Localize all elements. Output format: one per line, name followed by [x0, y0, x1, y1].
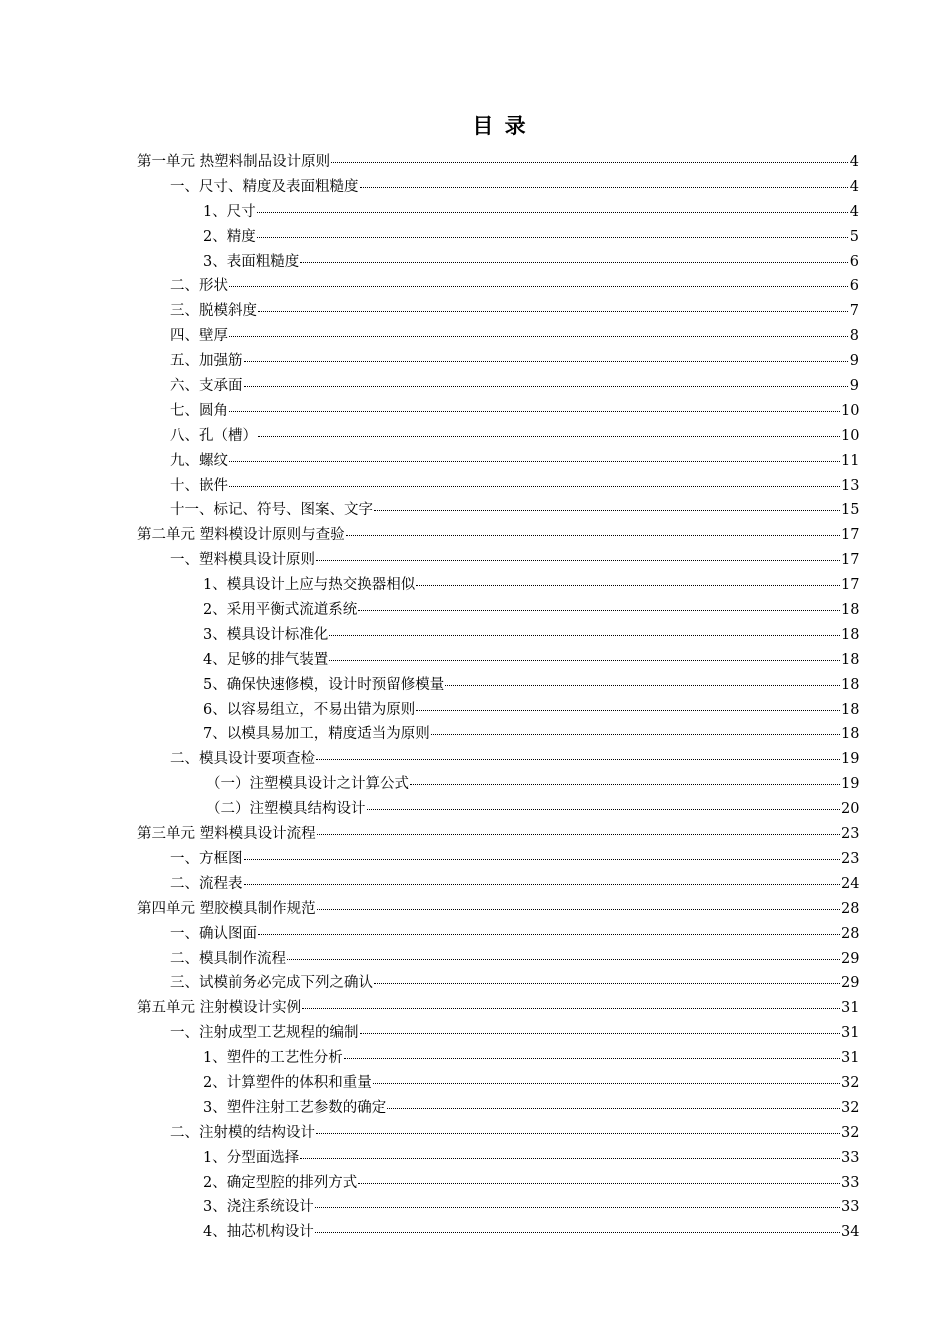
toc-entry[interactable]	[0, 349, 950, 374]
dot-leader	[329, 659, 840, 661]
toc-entry-page-number: 18	[841, 626, 860, 643]
toc-entry[interactable]	[0, 897, 950, 922]
toc-entry-title: 四、壁厚	[170, 328, 228, 345]
dot-leader	[258, 933, 840, 935]
toc-entry-page-number: 18	[841, 726, 860, 743]
toc-entry-page-number: 31	[841, 1050, 860, 1067]
toc-entry-page-number: 4	[849, 178, 859, 195]
toc-entry-title: （二）注塑模具结构设计	[206, 801, 366, 818]
toc-entry-page-number: 17	[841, 527, 860, 544]
toc-entry-page-number: 15	[841, 502, 860, 519]
toc-entry-title: 7、以模具易加工，精度适当为原则	[203, 726, 430, 743]
toc-entry-title: 一、尺寸、精度及表面粗糙度	[170, 178, 359, 195]
toc-entry-title: 十、嵌件	[170, 477, 228, 494]
toc-entry[interactable]	[0, 872, 950, 897]
toc-entry[interactable]	[0, 250, 950, 275]
toc-entry-page-number: 29	[841, 950, 860, 967]
toc-entry[interactable]	[0, 274, 950, 299]
toc-entry-title: 2、计算塑件的体积和重量	[203, 1074, 372, 1091]
toc-entry[interactable]	[0, 996, 950, 1021]
toc-entry[interactable]	[0, 424, 950, 449]
dot-leader	[410, 783, 840, 785]
toc-entry[interactable]	[0, 1121, 950, 1146]
toc-entry-page-number: 28	[841, 900, 860, 917]
toc-entry-page-number: 18	[841, 651, 860, 668]
toc-entry[interactable]	[0, 648, 950, 673]
dot-leader	[358, 609, 840, 611]
toc-entry[interactable]	[0, 1046, 950, 1071]
toc-entry[interactable]	[0, 573, 950, 598]
toc-entry-title: 1、分型面选择	[203, 1149, 300, 1166]
toc-entry-title: 5、确保快速修模，设计时预留修模量	[203, 676, 445, 693]
toc-entry-title: 第二单元 塑料模设计原则与查验	[137, 527, 345, 544]
toc-entry-page-number: 18	[841, 676, 860, 693]
toc-entry[interactable]	[0, 822, 950, 847]
toc-entry[interactable]	[0, 1220, 950, 1245]
toc-entry-page-number: 17	[841, 577, 860, 594]
toc-entry-page-number: 4	[849, 154, 859, 170]
toc-entry-page-number: 29	[841, 975, 860, 992]
dot-leader	[315, 1231, 840, 1233]
dot-leader	[229, 335, 848, 337]
toc-entry-title: 3、模具设计标准化	[203, 626, 329, 643]
toc-entry[interactable]	[0, 324, 950, 349]
toc-entry[interactable]	[0, 673, 950, 698]
toc-entry-page-number: 31	[841, 1025, 860, 1042]
toc-entry-title: （一）注塑模具设计之计算公式	[206, 776, 409, 793]
toc-entry[interactable]	[0, 1021, 950, 1046]
toc-entry[interactable]	[0, 374, 950, 399]
toc-entry-title: 二、模具制作流程	[170, 950, 286, 967]
toc-entry-title: 3、塑件注射工艺参数的确定	[203, 1099, 387, 1116]
dot-leader	[258, 310, 848, 312]
dot-leader	[374, 509, 840, 511]
toc-entry[interactable]	[0, 772, 950, 797]
toc-entry[interactable]	[0, 947, 950, 972]
dot-leader	[431, 733, 840, 735]
toc-entry[interactable]	[0, 150, 950, 175]
toc-entry-page-number: 5	[849, 228, 859, 245]
toc-entry[interactable]	[0, 1195, 950, 1220]
toc-entry[interactable]	[0, 722, 950, 747]
toc-entry-page-number: 18	[841, 602, 860, 619]
toc-entry-title: 三、脱模斜度	[170, 303, 257, 320]
toc-entry-page-number: 33	[841, 1199, 860, 1216]
dot-leader	[367, 808, 841, 810]
toc-entry[interactable]	[0, 548, 950, 573]
toc-entry[interactable]	[0, 598, 950, 623]
toc-entry-title: 1、尺寸	[203, 203, 256, 220]
dot-leader	[302, 1007, 840, 1009]
toc-entry[interactable]	[0, 498, 950, 523]
dot-leader	[374, 982, 840, 984]
dot-leader	[300, 261, 848, 263]
toc-entry-title: 一、塑料模具设计原则	[170, 552, 315, 569]
toc-entry-title: 八、孔（槽）	[170, 427, 257, 444]
toc-entry-page-number: 10	[841, 402, 860, 419]
toc-entry-title: 二、流程表	[170, 875, 243, 892]
dot-leader	[346, 534, 840, 536]
dot-leader	[360, 1032, 841, 1034]
toc-entry-page-number: 10	[841, 427, 860, 444]
dot-leader	[257, 236, 848, 238]
page-title: 目 录	[472, 113, 528, 138]
dot-leader	[316, 1132, 840, 1134]
toc-entry-title: 五、加强筋	[170, 353, 243, 370]
dot-leader	[387, 1107, 840, 1109]
dot-leader	[360, 186, 849, 188]
dot-leader	[373, 1082, 840, 1084]
toc-entry-page-number: 20	[841, 801, 860, 818]
toc-entry[interactable]	[0, 225, 950, 250]
dot-leader	[317, 833, 840, 835]
toc-entry-title: 一、注射成型工艺规程的编制	[170, 1025, 359, 1042]
toc-entry-page-number: 24	[841, 875, 860, 892]
dot-leader	[229, 410, 840, 412]
toc-entry-title: 二、模具设计要项查检	[170, 751, 315, 768]
dot-leader	[331, 161, 848, 163]
toc-entry[interactable]	[0, 449, 950, 474]
toc-entry-title: 二、形状	[170, 278, 228, 295]
dot-leader	[316, 758, 840, 760]
toc-entry-page-number: 31	[841, 1000, 860, 1017]
toc-entry-page-number: 23	[841, 826, 860, 843]
toc-entry[interactable]	[0, 399, 950, 424]
dot-leader	[416, 709, 840, 711]
toc-entry-title: 第四单元 塑胶模具制作规范	[137, 900, 316, 917]
toc-entry[interactable]	[0, 523, 950, 548]
toc-entry-title: 九、螺纹	[170, 452, 228, 469]
toc-entry-page-number: 33	[841, 1174, 860, 1191]
toc-entry-title: 六、支承面	[170, 378, 243, 395]
toc-entry[interactable]	[0, 299, 950, 324]
dot-leader	[229, 285, 848, 287]
dot-leader	[244, 385, 849, 387]
toc-entry-page-number: 32	[841, 1124, 860, 1141]
toc-entry-title: 2、采用平衡式流道系统	[203, 602, 358, 619]
toc-entry-page-number: 6	[849, 253, 859, 270]
toc-entry[interactable]	[0, 474, 950, 499]
dot-leader	[329, 634, 840, 636]
table-of-contents	[0, 150, 950, 1245]
toc-entry-page-number: 28	[841, 925, 860, 942]
toc-entry-page-number: 32	[841, 1099, 860, 1116]
toc-entry[interactable]	[0, 797, 950, 822]
toc-entry-page-number: 4	[849, 203, 859, 220]
toc-entry[interactable]	[0, 1071, 950, 1096]
toc-entry[interactable]	[0, 175, 950, 200]
dot-leader	[244, 360, 849, 362]
toc-entry[interactable]	[0, 1146, 950, 1171]
dot-leader	[244, 883, 841, 885]
dot-leader	[358, 1182, 840, 1184]
dot-leader	[244, 858, 841, 860]
toc-entry-page-number: 23	[841, 850, 860, 867]
toc-entry[interactable]	[0, 698, 950, 723]
toc-entry-title: 4、足够的排气装置	[203, 651, 329, 668]
toc-entry-title: 一、方框图	[170, 850, 243, 867]
toc-entry-page-number: 13	[841, 477, 860, 494]
toc-entry-title: 2、确定型腔的排列方式	[203, 1174, 358, 1191]
toc-entry[interactable]	[0, 1171, 950, 1196]
dot-leader	[258, 435, 840, 437]
toc-entry-title: 1、模具设计上应与热交换器相似	[203, 577, 416, 594]
dot-leader	[229, 460, 840, 462]
toc-entry-title: 一、确认图面	[170, 925, 257, 942]
toc-entry-page-number: 8	[849, 328, 859, 345]
toc-entry-title: 二、注射模的结构设计	[170, 1124, 315, 1141]
toc-entry[interactable]	[0, 623, 950, 648]
toc-entry-page-number: 17	[841, 552, 860, 569]
dot-leader	[229, 485, 840, 487]
toc-entry-title: 三、试模前务必完成下列之确认	[170, 975, 373, 992]
toc-entry-title: 第三单元 塑料模具设计流程	[137, 826, 316, 843]
toc-entry-page-number: 34	[841, 1224, 860, 1241]
toc-entry-title: 十一、标记、符号、图案、文字	[170, 502, 373, 519]
dot-leader	[287, 958, 840, 960]
toc-entry-title: 2、精度	[203, 228, 256, 245]
dot-leader	[300, 1157, 840, 1159]
dot-leader	[316, 559, 840, 561]
dot-leader	[315, 1206, 840, 1208]
toc-entry-title: 第五单元 注射模设计实例	[137, 1000, 302, 1017]
toc-entry-page-number: 11	[841, 452, 860, 469]
toc-entry[interactable]	[0, 200, 950, 225]
dot-leader	[257, 211, 848, 213]
toc-entry[interactable]	[0, 922, 950, 947]
toc-entry-title: 1、塑件的工艺性分析	[203, 1050, 343, 1067]
toc-entry-page-number: 33	[841, 1149, 860, 1166]
toc-entry-title: 3、浇注系统设计	[203, 1199, 314, 1216]
dot-leader	[416, 584, 840, 586]
toc-entry[interactable]	[0, 847, 950, 872]
dot-leader	[344, 1057, 840, 1059]
dot-leader	[445, 684, 840, 686]
dot-leader	[317, 908, 840, 910]
toc-entry-page-number: 7	[849, 303, 859, 320]
toc-entry-page-number: 19	[841, 776, 860, 793]
toc-entry-page-number: 18	[841, 701, 860, 718]
toc-entry-page-number: 32	[841, 1074, 860, 1091]
toc-entry-title: 3、表面粗糙度	[203, 253, 300, 270]
toc-entry-title: 6、以容易组立，不易出错为原则	[203, 701, 416, 718]
toc-entry-page-number: 6	[849, 278, 859, 295]
toc-entry[interactable]	[0, 747, 950, 772]
toc-entry-page-number: 9	[849, 353, 859, 370]
toc-entry-title: 七、圆角	[170, 402, 228, 419]
toc-entry-title: 第一单元 热塑料制品设计原则	[137, 154, 331, 170]
toc-entry[interactable]	[0, 1096, 950, 1121]
toc-entry-page-number: 19	[841, 751, 860, 768]
toc-entry-page-number: 9	[849, 378, 859, 395]
toc-entry[interactable]	[0, 971, 950, 996]
toc-entry-title: 4、抽芯机构设计	[203, 1224, 314, 1241]
